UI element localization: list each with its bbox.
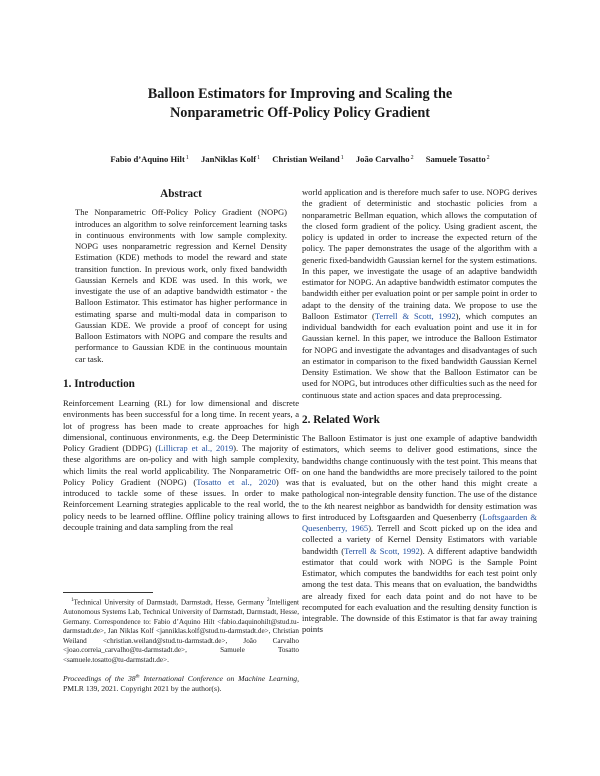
introduction-continued: world application and is therefore much safer to use. NOPG derives the gradient of deterministic and stochastic policies from a nonparametric Bellman equation, which allows the computation of the closed form gradient of the policy. Using gradient ascent, the policy is updated in order to increase the expected return of the policy. The paper demonstrates the usage of the algorithm with a generic fixed-bandwidth Gaussian kernel for the system estimations. In this paper, we investigate the usage of an adaptive bandwidth estimator for NOPG. An adaptive bandwidth estimator computes the bandwidth either per evaluation point or per sample point in order to adapt to the density of the training data. We propose to use the Balloon Estimator (Terrell & Scott, 1992), which computes an individual bandwidth for each evaluation point and use it in for Gaussian kernel. In this paper, we introduce the Balloon Estimator for NOPG and investigate the advantages and disadvantages of such an estimator in comparison to the fixed bandwidth Gaussian Kernel Density Estimation. We show that the Balloon Estimator can be used for NOPG, but introduces other difficulties such as the need for continuous state and action spaces and data preprocessing. (302, 187, 537, 400)
citation-link[interactable]: Loftsgaarden & Quesenberry, 1965 (302, 511, 538, 533)
citation-link[interactable]: Terrell & Scott, 1992 (374, 310, 456, 321)
footnote-rule (63, 592, 153, 593)
introduction-paragraph: Reinforcement Learning (RL) for low dimensional and discrete environments has been successful for a long time. In recent years, a lot of progress has been made to create approaches for high dimensional, continuous environments, e.g. the Deep Deterministic Policy Gradient (DDPG) (Lillicrap et al., 2019). The majority of these algorithms are on-policy and with high sample complexity, which limits the real world applicability. The Nonparametric Off-Policy Policy Gradient (NOPG) (Tosatto et al., 2020) was introduced to tackle some of these issues. In order to make Reinforcement Learning strategies applicable to the real world, the policy needs to be learned offline. Offline policy training allows to decouple training and data sampling from the real (63, 398, 300, 532)
citation-link[interactable]: Lillicrap et al., 2019 (158, 443, 234, 453)
author-list (40, 154, 560, 164)
left-column (63, 189, 299, 533)
related-work-heading: 2. Related Work (302, 413, 380, 426)
abstract-text: The Nonparametric Off-Policy Policy Gradient (NOPG) introduces an algorithm to solve reinforcement learning tasks in continuous environments with low sample complexity. NOPG uses nonparametric regression and Kernel Density Estimation (KDE) methods to model the reward and state transition function. In previous work, only fixed bandwidth Gaussian Kernels and KDE was used. In this work, we investigate the use of an adaptive bandwidth estimator - the Balloon Estimator. This estimator has higher performance in estimating sparse and multi-modal data in comparison to Gaussian KDE. We provide a proof of concept for using Balloon Estimators with NOPG and compare the results and performance to Gaussian KDE in the continuous mountain car task. (75, 207, 287, 364)
related-work-paragraph: The Balloon Estimator is just one example of adaptive bandwidth estimators, which seems to deliver good estimations, since the bandwidths change continuously with the test point. This means that on one hand the bandwidths are more precisely tailored to the point that is evaluated, but on the other hand this might create a pathological non-integrable density function. The use of the distance to the kth nearest neighbor as bandwidth for density estimation was first introduced by Loftsgaarden and Quesenberry (Loftsgaarden & Quesenberry, 1965). Terrell and Scott picked up on the idea and collected a variety of Kernel Density Estimators with variable bandwidth (Terrell & Scott, 1992). A different adaptive bandwidth estimator that could work with NOPG is the Sample Point Estimator, which computes the bandwidths for each test point only among the test data. This means that on evaluation, the bandwidths are already fixed for each data point and do not have to be recomputed for each evaluation and the resulting density function is integrable. The downside of this Estimator is that far away training points (302, 433, 538, 635)
author: Fabio d’Aquino Hilt$^1$ (110, 154, 189, 164)
title-line-1: Balloon Estimators for Improving and Scaling the (147, 86, 453, 102)
proceedings-note: Proceedings of the 38th International Conference on Machine Learning, PMLR 139, 2021. Copyright 2021 by the author(s). (63, 674, 299, 694)
author: Christian Weiland$^1$ (272, 154, 344, 164)
author: João Carvalho$^2$ (355, 154, 414, 164)
right-column (302, 187, 537, 636)
affiliation-1: $^1$Technical University of Darmstadt, Darmstadt, Hesse, Germany $^2$Intelligent Autonomous Systems Lab, Technical University of Darmstadt, Darmstadt, Hesse, Germany. Correspondence to: Fabio d’Aquino Hilt <fabio.daquinohilt@stud.tu-darmstadt.de>, Jan Niklas Kolf <janniklas.kolf@stud.tu-darmstadt.de>, Christian Weiland <christian.weiland@stud.tu-darmstadt.de>, João Carvalho <joao.correia_carvalho@tu-darmstadt.de>, Samuele Tosatto <samuele.tosatto@tu-darmstadt.de>. (63, 598, 299, 664)
citation-link[interactable]: Terrell & Scott, 1992 (344, 545, 420, 556)
introduction-heading: 1. Introduction (63, 377, 135, 390)
footnote (63, 596, 299, 695)
author: JanNiklas Kolf$^1$ (200, 154, 261, 164)
paper-title (60, 85, 540, 123)
abstract-heading: Abstract (160, 188, 202, 200)
title-line-2: Nonparametric Off-Policy Policy Gradient (169, 105, 431, 121)
author: Samuele Tosatto$^2$ (425, 154, 490, 164)
citation-link[interactable]: Tosatto et al., 2020 (196, 476, 276, 487)
